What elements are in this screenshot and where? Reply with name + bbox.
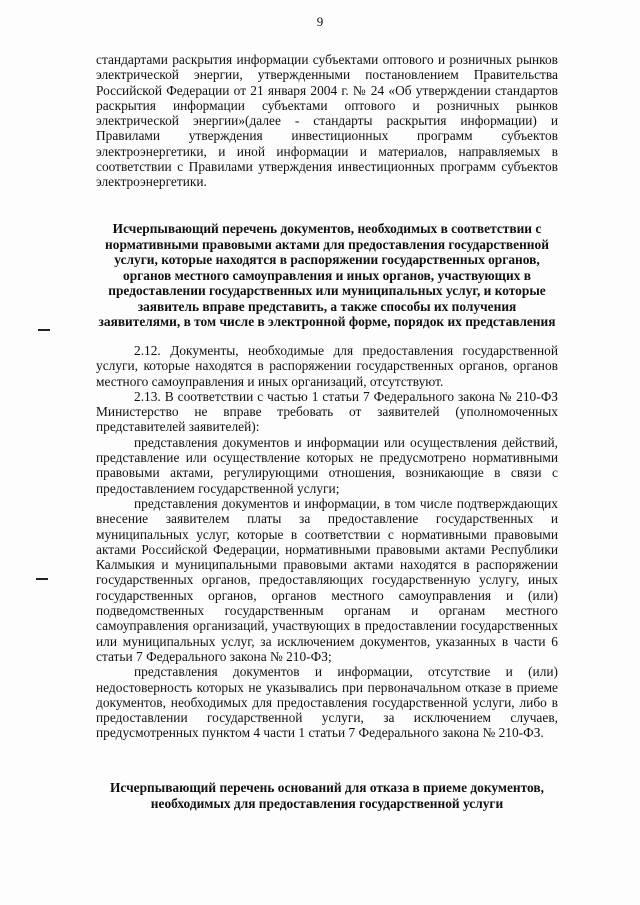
paragraph-2-13: 2.13. В соответствии с частью 1 статьи 7 Федерального закона № 210-ФЗ Министерство не вправе требовать от заявителей (уполномоченных представителей заявителей): [96, 388, 558, 435]
continued-paragraph: стандартами раскрытия информации субъектами оптового и розничных рынков электрической энергии, утвержденными постановлением Правительства Российской Федерации от 21 января 2004 г. № 24 «Об утверждении стандартов раскрытия информации субъектами оптового и розничных рынков электрической энергии»(далее - стандарты раскрытия информации) и Правилами утверждения инвестиционных программ субъектов электроэнергетики, и иной информации и материалов, направляемых в соответствии с Правилами утверждения инвестиционных программ субъектов электроэнергетики. [96, 52, 558, 190]
list-item: представления документов и информации или осуществления действий, представление или осуществление которых не предусмотрено нормативными правовыми актами, регулирующими отношения, возникающие в связи с предоставлением государственной услуги; [96, 434, 558, 496]
list-item: представления документов и информации, в том числе подтверждающих внесение заявителем платы за предоставление государственных и муниципальных услуг, которые в соответствии с нормативными правовыми актами Российской Федерации, нормативными правовыми актами Республики Калмыкия и муниципальными правовыми актами находятся в распоряжении государственных органов, предоставляющих государственную услугу, иных государственных органов, органов местного самоуправления и (или) подведомственных государственным органам и органам местного самоуправления организаций, участвующих в предоставлении государственных или муниципальных услуг, за исключением документов, указанных в части 6 статьи 7 Федерального закона № 210-ФЗ; [96, 495, 558, 664]
paragraph-2-12: 2.12. Документы, необходимые для предоставления государственной услуги, которые находятся в распоряжении государственных органов, органов местного самоуправления и иных организаций, отсутствуют. [96, 343, 558, 389]
list-item: представления документов и информации, отсутствие и (или) недостоверность которых не указывались при первоначальном отказе в приеме документов, необходимых для предоставления государственной услуги, либо в предоставлении государственной услуги, за исключением случаев, предусмотренных пунктом 4 части 1 статьи 7 Федерального закона № 210-ФЗ. [96, 664, 558, 741]
body-column [96, 52, 558, 190]
page-number: 9 [316, 14, 324, 29]
heading-refusal-grounds [96, 780, 558, 811]
margin-scan-mark [36, 578, 48, 580]
section-heading: Исчерпывающий перечень оснований для отказа в приеме документов, необходимых для предоставления государственной услуги [110, 780, 544, 811]
margin-scan-mark [38, 329, 50, 331]
section-heading: Исчерпывающий перечень документов, необходимых в соответствии с нормативными правовыми актами для предоставления государственной услуги, которые находятся в распоряжении государственных органов, органов местного самоуправления и иных органов, участвующих в предоставлении государственных или муниципальных услуг, и которые заявитель вправе представить, а также способы их получения заявителями, в том числе в электронной форме, порядок их представления [98, 221, 556, 329]
heading-documents-list [96, 221, 558, 330]
main-text [96, 343, 558, 741]
